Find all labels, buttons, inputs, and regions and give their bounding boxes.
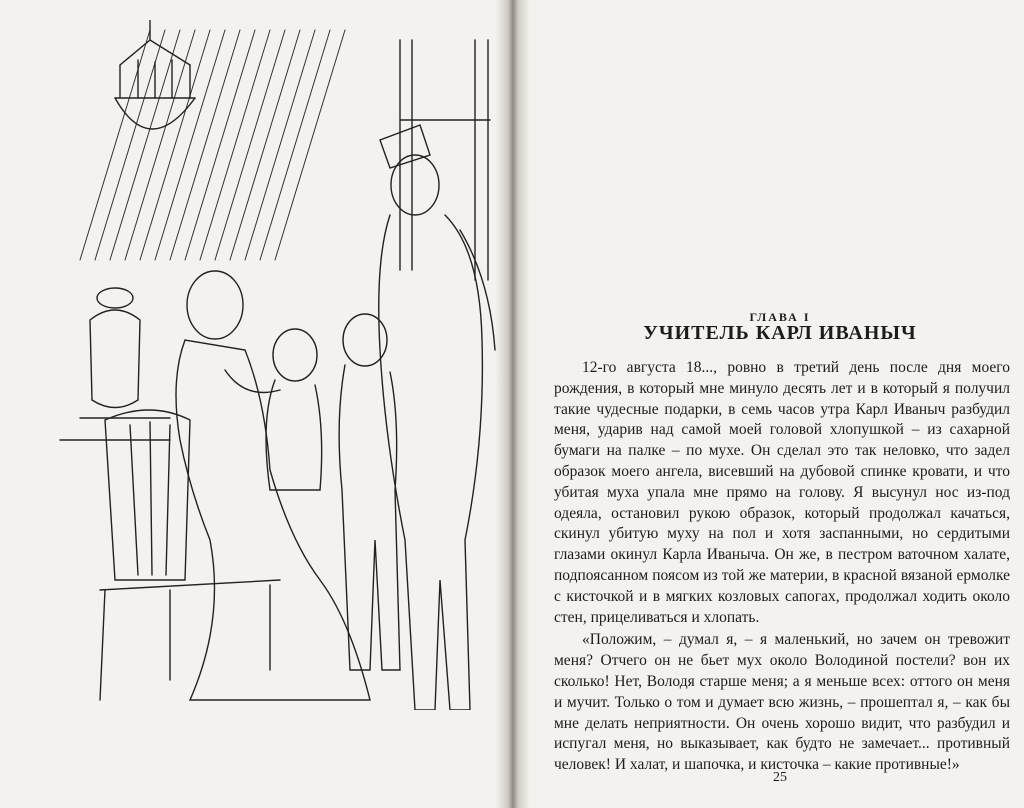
paragraph: 12-го августа 18..., ровно в третий день после дня моего рождения, в который мне минуло десять лет и в который я получил такие чудесные подарки, в семь часов утра Карл Иваныч разбудил меня, ударив над самой моей головой хлопушкой – из сахарной бумаги на палке – по мухе. Он сделал это так неловко, что задел образок моего ангела, висевший на дубовой спинке кровати, и что убитая муха упала мне прямо на голову. Я высунул нос из-под одеяла, остановил рукою образок, который продолжал качаться, скинул убитую муху на пол и хотя заспанными, но сердитыми глазами окинул Карла Иваныча. Он же, в пестром ваточном халате, подпоясанном поясом из той же материи, в красной вязаной ермолке с кисточкой и в мягких козловых сапогах, продолжал ходить около стен, прицеливаться и хлопать.: [554, 359, 1010, 626]
paragraph: «Положим, – думал я, – я маленький, но зачем он тревожит меня? Отчего он не бьет мух около Володиной постели? вон их сколько! Нет, Володя старше меня; а я меньше всех: оттого он меня и мучит. Только о том и думает всю жизнь, – прошептал я, – как бы мне делать неприятности. Он очень хорошо видит, что разбудил и испугал меня, но выказывает, как будто не замечает... противный человек! И халат, и шапочка, и кисточка – какие противные!»: [554, 631, 1010, 774]
book-gutter: [496, 0, 530, 808]
younger-boy: [266, 329, 322, 490]
book-illustration: [20, 20, 500, 710]
older-boy: [339, 314, 400, 670]
samovar: [60, 288, 170, 440]
chapter-label: ГЛАВА I: [749, 310, 811, 324]
body-text: [554, 358, 1010, 776]
chair: [100, 410, 280, 700]
chapter-title: УЧИТЕЛЬ КАРЛ ИВАНЫЧ: [643, 322, 917, 344]
page-number: 25: [773, 770, 787, 785]
